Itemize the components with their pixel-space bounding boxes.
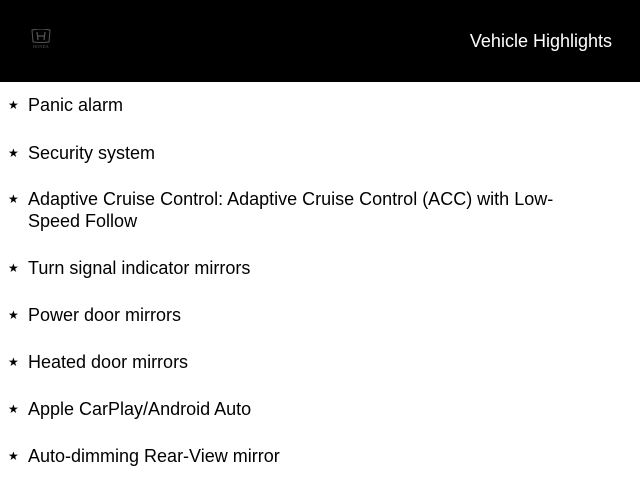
highlight-label: Apple CarPlay/Android Auto xyxy=(28,399,252,419)
star-icon: ★ xyxy=(8,261,19,275)
highlight-label: Security system xyxy=(28,143,156,163)
star-icon: ★ xyxy=(8,192,19,206)
page-title: Vehicle Highlights xyxy=(469,31,612,51)
highlight-label: Panic alarm xyxy=(28,95,124,115)
highlight-label: Heated door mirrors xyxy=(28,352,189,372)
honda-h-icon xyxy=(31,29,51,43)
highlight-label: Power door mirrors xyxy=(28,305,182,325)
star-icon: ★ xyxy=(8,402,19,416)
star-icon: ★ xyxy=(8,308,19,322)
logo-text: HONDA xyxy=(33,44,49,49)
star-icon: ★ xyxy=(8,98,19,112)
star-icon: ★ xyxy=(8,146,19,160)
honda-logo-icon xyxy=(27,29,55,51)
star-icon: ★ xyxy=(8,355,19,369)
highlight-label: Turn signal indicator mirrors xyxy=(28,258,251,278)
highlight-label: Auto-dimming Rear-View mirror xyxy=(28,446,280,466)
highlight-label: Adaptive Cruise Control: Adaptive Cruise Control (ACC) with Low-Speed Follow xyxy=(28,189,554,231)
star-icon: ★ xyxy=(8,449,19,463)
header-bar xyxy=(0,0,640,82)
